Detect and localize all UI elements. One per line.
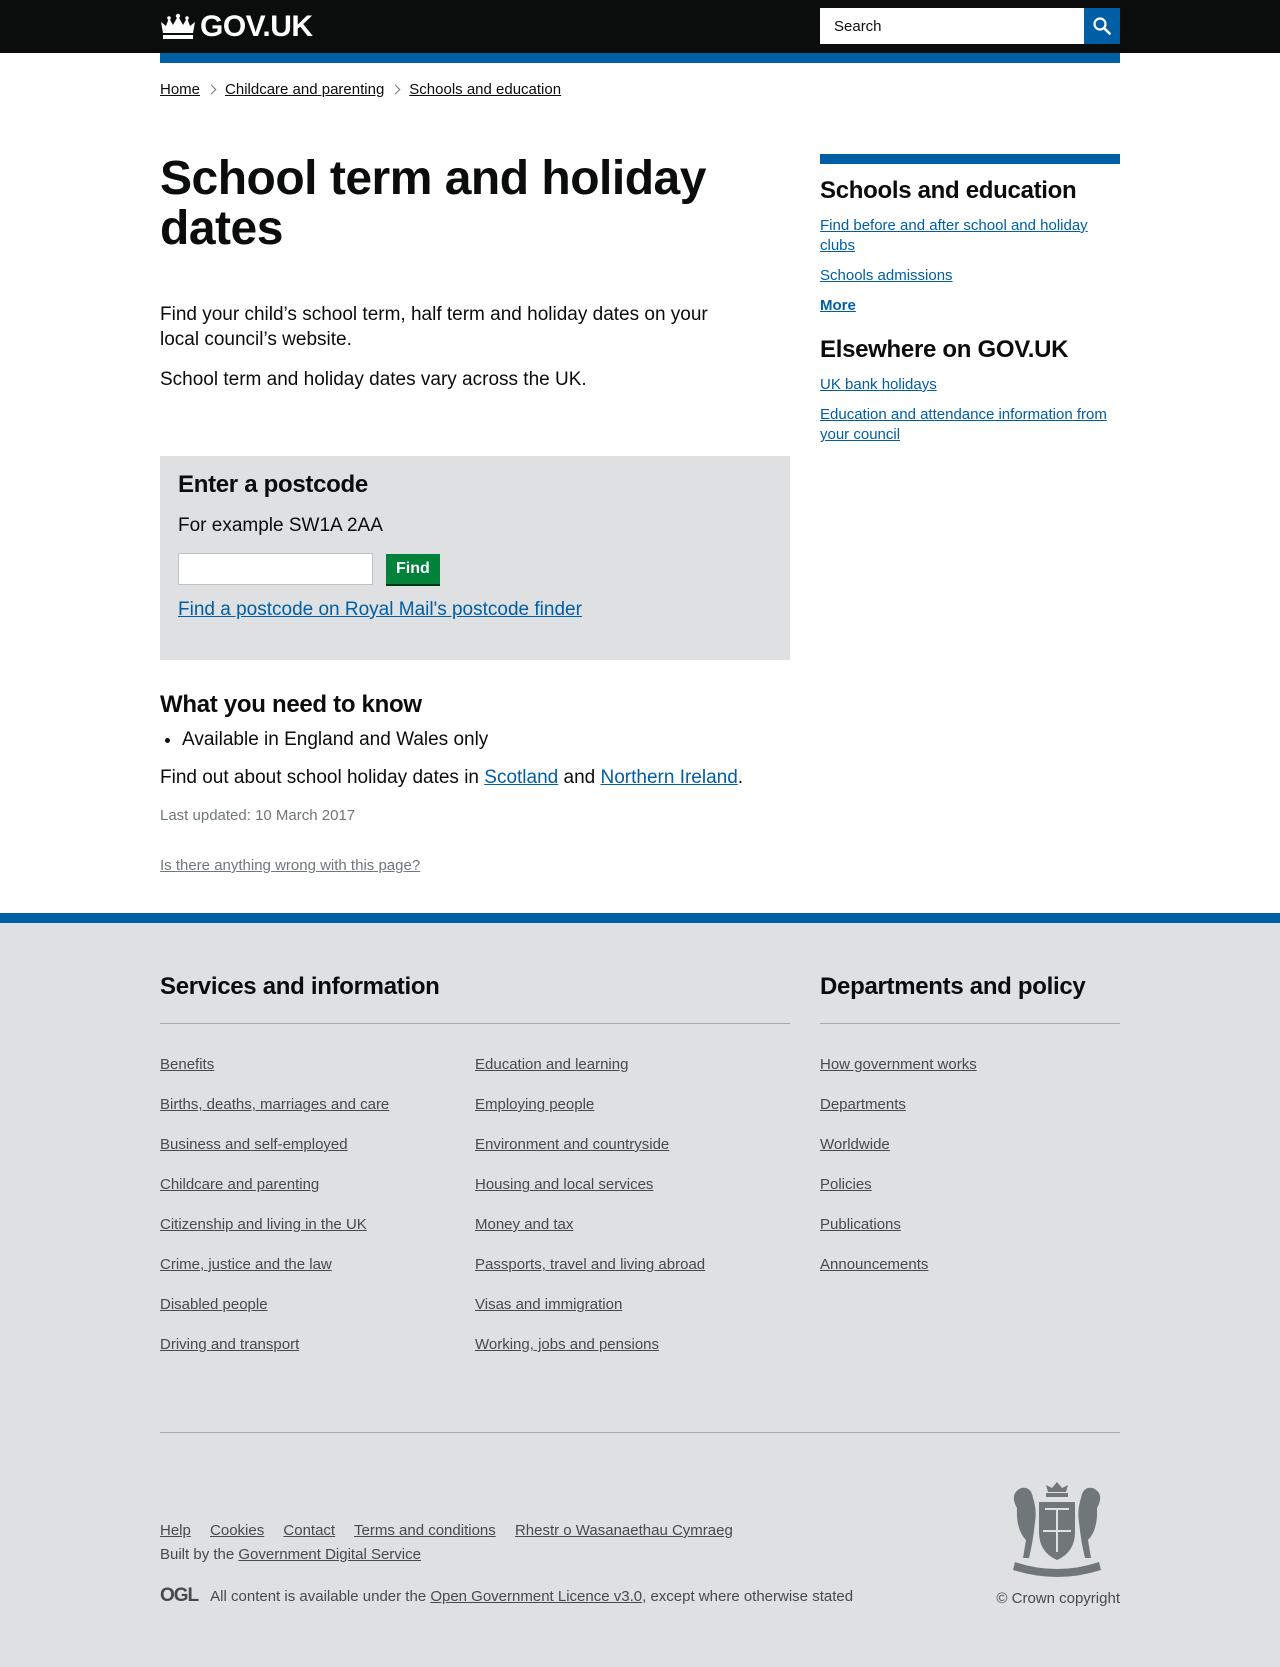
crown-copyright: © Crown copyright <box>996 1590 1120 1607</box>
variation-paragraph: School term and holiday dates vary across the UK. <box>160 369 587 390</box>
help-link[interactable]: Help <box>160 1522 191 1539</box>
need-to-know-heading: What you need to know <box>160 691 422 718</box>
outro-end: . <box>737 767 744 788</box>
footer-link[interactable]: Housing and local services <box>475 1176 654 1193</box>
page-title: School term and holiday dates <box>160 152 706 255</box>
footer-link[interactable]: Visas and immigration <box>475 1296 623 1313</box>
postcode-input[interactable] <box>178 553 373 585</box>
breadcrumb <box>160 63 1120 103</box>
licence-statement <box>160 1585 853 1607</box>
list-item <box>820 375 1120 395</box>
search-button[interactable] <box>1084 8 1120 44</box>
list-item <box>820 216 1120 256</box>
footer-link[interactable]: Benefits <box>160 1056 215 1073</box>
list-item <box>820 405 1120 445</box>
elsewhere-link-council[interactable]: Education and attendance information from your council <box>820 406 1107 443</box>
footer-link[interactable]: Publications <box>820 1216 901 1233</box>
footer-link[interactable]: Passports, travel and living abroad <box>475 1256 706 1273</box>
list-item: • Available in England and Wales only <box>182 729 790 751</box>
departments-section <box>820 973 1120 1376</box>
breadcrumb-schools[interactable]: Schools and education <box>409 81 562 98</box>
logo-text: GOV.UK <box>200 10 313 43</box>
footer-link[interactable]: Citizenship and living in the UK <box>160 1216 367 1233</box>
related-link-admissions[interactable]: Schools admissions <box>820 267 953 284</box>
related-more-link[interactable]: More <box>820 297 856 314</box>
royal-coat-of-arms-icon <box>995 1478 1120 1580</box>
postcode-form <box>178 553 772 585</box>
breadcrumb-home[interactable]: Home <box>160 81 201 98</box>
footer-link[interactable]: Employing people <box>475 1096 595 1113</box>
report-problem-link[interactable]: Is there anything wrong with this page? <box>160 857 421 874</box>
scotland-link[interactable]: Scotland <box>484 767 559 788</box>
footer-link[interactable]: Crime, justice and the law <box>160 1256 332 1273</box>
footer-meta-links <box>160 1522 853 1539</box>
footer-link[interactable]: Childcare and parenting <box>160 1176 320 1193</box>
cookies-link[interactable]: Cookies <box>210 1522 265 1539</box>
footer-link[interactable]: Working, jobs and pensions <box>475 1336 659 1353</box>
footer-link[interactable]: Births, deaths, marriages and care <box>160 1096 390 1113</box>
postcode-lookup <box>160 456 790 660</box>
footer-meta <box>160 1478 1120 1607</box>
licence-text-end: , except where otherwise stated <box>642 1587 854 1605</box>
footer-link[interactable]: Announcements <box>820 1256 929 1273</box>
search-input[interactable] <box>820 8 1084 44</box>
footer-link[interactable]: Departments <box>820 1096 906 1113</box>
site-footer <box>0 913 1280 1667</box>
footer-link[interactable]: How government works <box>820 1056 977 1073</box>
footer-link[interactable]: Money and tax <box>475 1216 574 1233</box>
search-icon <box>1093 17 1111 35</box>
footer-link[interactable]: Policies <box>820 1176 872 1193</box>
header-blue-rule <box>160 53 1120 63</box>
gds-link[interactable]: Government Digital Service <box>238 1546 421 1563</box>
list-item <box>820 266 1120 286</box>
related-block <box>820 154 1120 445</box>
footer-link[interactable]: Business and self-employed <box>160 1136 348 1153</box>
related-link-clubs[interactable]: Find before and after school and holiday clubs <box>820 217 1088 254</box>
licence-text <box>210 1588 853 1605</box>
site-header <box>0 0 1280 53</box>
ogl-licence-link[interactable]: Open Government Licence v3.0 <box>430 1587 643 1605</box>
related-heading: Schools and education <box>820 177 1077 204</box>
footer-link[interactable]: Disabled people <box>160 1296 268 1313</box>
services-section <box>160 973 790 1376</box>
northern-ireland-link[interactable]: Northern Ireland <box>600 767 738 788</box>
ogl-logo-icon: OGL <box>160 1585 199 1606</box>
departments-list <box>820 1024 1150 1296</box>
find-button[interactable]: Find <box>386 554 440 584</box>
outro-and: and <box>558 767 601 788</box>
govuk-logo-link[interactable] <box>160 10 313 44</box>
elsewhere-links <box>820 375 1120 445</box>
chevron-right-icon <box>207 85 217 95</box>
departments-heading: Departments and policy <box>820 973 1120 1024</box>
list-item <box>820 296 1120 316</box>
services-list-1 <box>160 1024 475 1376</box>
breadcrumb-childcare[interactable]: Childcare and parenting <box>225 81 385 98</box>
footer-link[interactable]: Driving and transport <box>160 1336 300 1353</box>
site-search <box>820 8 1120 44</box>
footer-divider <box>160 1432 1120 1433</box>
chevron-right-icon <box>391 85 401 95</box>
built-by <box>160 1546 853 1563</box>
related-links <box>820 216 1120 316</box>
royal-mail-postcode-link[interactable]: Find a postcode on Royal Mail's postcode finder <box>178 599 582 620</box>
footer-link[interactable]: Environment and countryside <box>475 1136 670 1153</box>
other-nations-paragraph <box>160 767 790 789</box>
footer-link[interactable]: Education and learning <box>475 1056 629 1073</box>
postcode-hint: For example SW1A 2AA <box>178 515 383 536</box>
crown-icon <box>160 13 196 41</box>
outro-text: Find out about school holiday dates in <box>160 767 485 788</box>
terms-link[interactable]: Terms and conditions <box>354 1522 496 1539</box>
postcode-heading: Enter a postcode <box>178 471 368 498</box>
last-updated: Last updated: 10 March 2017 <box>160 807 356 824</box>
need-to-know-list <box>182 729 790 751</box>
elsewhere-link-bank-holidays[interactable]: UK bank holidays <box>820 376 937 393</box>
services-list-2 <box>475 1024 790 1376</box>
main-content <box>160 154 790 875</box>
built-by-text: Built by the <box>160 1546 239 1563</box>
main-wrapper <box>0 53 1280 913</box>
footer-link[interactable]: Worldwide <box>820 1136 890 1153</box>
related-sidebar <box>820 154 1120 875</box>
services-heading: Services and information <box>160 973 790 1024</box>
intro-paragraph: Find your child’s school term, half term and holiday dates on your local council’s website. <box>160 304 708 350</box>
licence-text-start: All content is available under the <box>210 1587 431 1605</box>
elsewhere-heading: Elsewhere on GOV.UK <box>820 336 1069 363</box>
welsh-services-link[interactable]: Rhestr o Wasanaethau Cymraeg <box>514 1522 733 1539</box>
contact-link[interactable]: Contact <box>283 1522 336 1539</box>
